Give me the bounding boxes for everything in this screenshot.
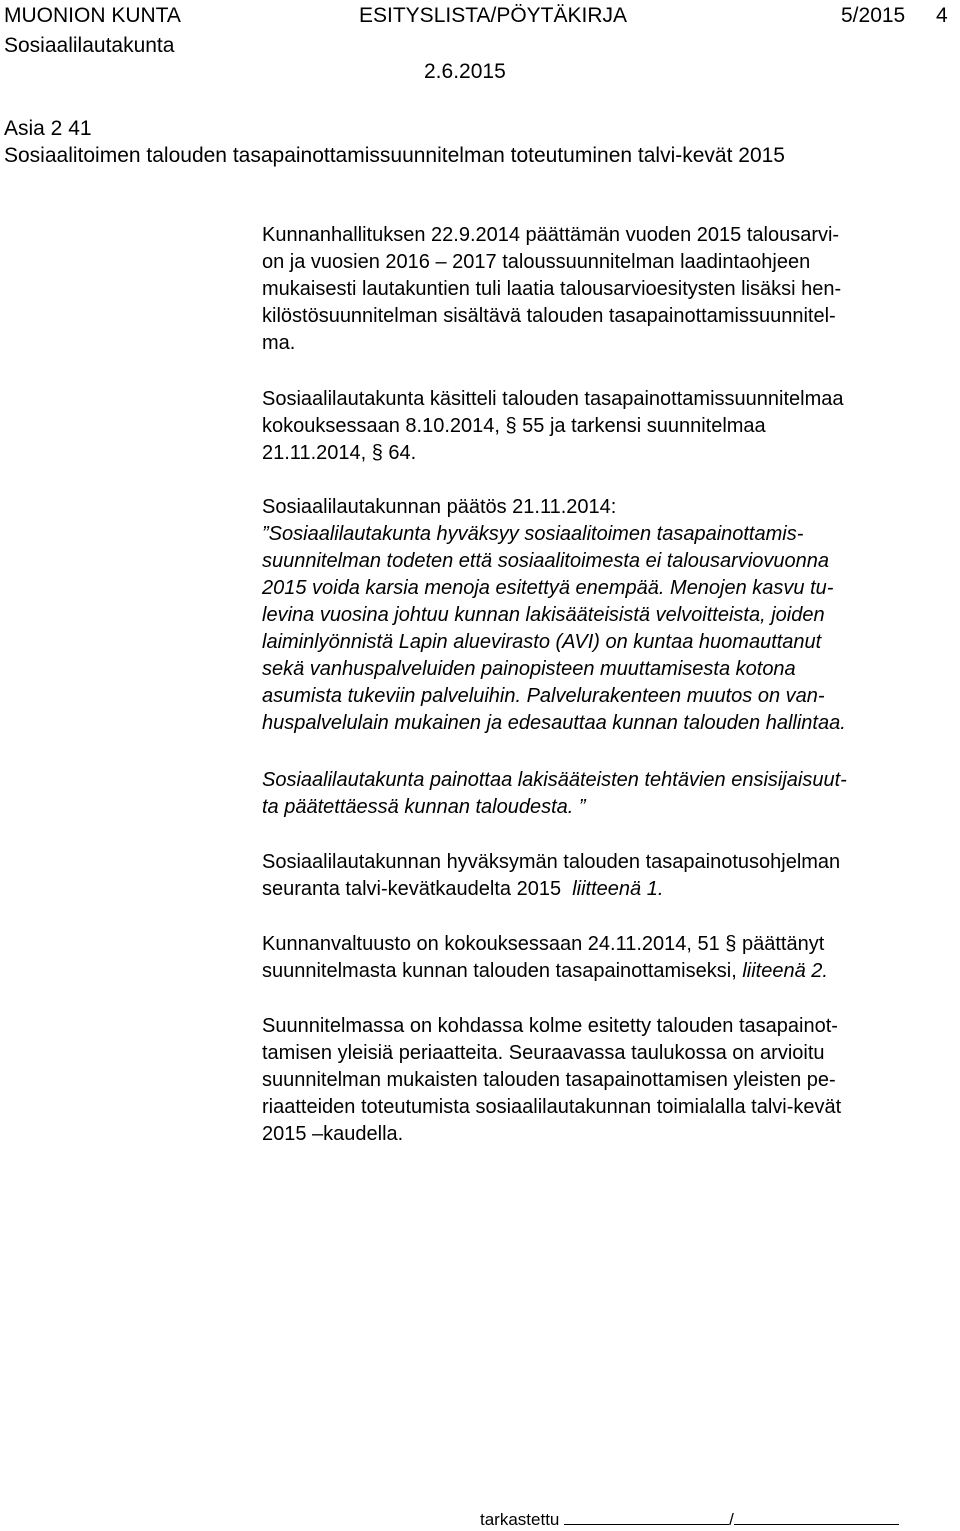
header-page-number: 4 <box>936 4 948 27</box>
text-span: seuranta talvi-kevätkaudelta 2015 <box>262 878 562 900</box>
text-line: ta päätettäessä kunnan taloudesta. ” <box>262 796 586 818</box>
signature-blank <box>564 1510 729 1525</box>
text-line: Sosiaalilautakunta käsitteli talouden tasapainottamissuunnitelmaa <box>262 388 844 410</box>
paragraph-council <box>262 931 960 985</box>
header-board: Sosiaalilautakunta <box>4 34 175 57</box>
text-line: Kunnanvaltuusto on kokouksessaan 24.11.2014, 51 § päättänyt <box>262 933 825 955</box>
text-line <box>262 876 960 903</box>
signature-blank <box>734 1510 899 1525</box>
paragraph-background <box>262 222 960 357</box>
text-line: 21.11.2014, § 64. <box>262 442 417 464</box>
footer-label: tarkastettu <box>480 1510 560 1529</box>
text-line <box>262 958 960 985</box>
text-line: 2015 –kaudella. <box>262 1123 404 1145</box>
paragraph-decision <box>262 494 960 737</box>
text-line: laiminlyönnistä Lapin aluevirasto (AVI) on kuntaa huomauttanut <box>262 631 822 653</box>
item-number: Asia 2 41 <box>4 117 92 140</box>
footer-separator: / <box>729 1510 734 1529</box>
text-line: ”Sosiaalilautakunta hyväksyy sosiaalitoimen tasapainottamis- <box>262 523 804 545</box>
paragraph-emphasis <box>262 767 960 821</box>
text-line: Suunnitelmassa on kohdassa kolme esitetty talouden tasapainot- <box>262 1015 838 1037</box>
text-line: sekä vanhuspalveluiden painopisteen muuttamisesta kotona <box>262 658 796 680</box>
item-title: Sosiaalitoimen talouden tasapainottamissuunnitelman toteutuminen talvi-kevät 2015 <box>4 144 785 167</box>
paragraph-principles <box>262 1013 960 1148</box>
paragraph-follow-up <box>262 849 960 903</box>
text-line: suunnitelman mukaisten talouden tasapainottamisen yleisten pe- <box>262 1069 836 1091</box>
header-date: 2.6.2015 <box>424 60 506 83</box>
text-line: on ja vuosien 2016 – 2017 taloussuunnitelman laadintaohjeen <box>262 251 811 273</box>
text-line: tamisen yleisiä periaatteita. Seuraavassa taulukossa on arvioitu <box>262 1042 825 1064</box>
text-line: huspalvelulain mukainen ja edesauttaa kunnan talouden hallintaa. <box>262 712 846 734</box>
text-line: mukaisesti lautakuntien tuli laatia talousarvioesitysten lisäksi hen- <box>262 278 842 300</box>
text-span: suunnitelmasta kunnan talouden tasapainottamiseksi, <box>262 960 737 982</box>
text-line: Sosiaalilautakunnan hyväksymän talouden tasapainotusohjelman <box>262 851 841 873</box>
text-line: riaatteiden toteutumista sosiaalilautakunnan toimialalla talvi-kevät <box>262 1096 842 1118</box>
text-line: suunnitelman todeten että sosiaalitoimesta ei talousarviovuonna <box>262 550 830 572</box>
text-line: kokouksessaan 8.10.2014, § 55 ja tarkensi suunnitelmaa <box>262 415 766 437</box>
footer-checked <box>480 1510 899 1530</box>
header-organization: MUONION KUNTA <box>4 4 181 27</box>
attachment-reference: liiteenä 2. <box>742 960 828 982</box>
text-line: Sosiaalilautakunta painottaa lakisääteisten tehtävien ensisijaisuut- <box>262 769 847 791</box>
text-line: levina vuosina johtuu kunnan lakisääteisistä velvoitteista, joiden <box>262 604 825 626</box>
attachment-reference: liitteenä 1. <box>572 878 664 900</box>
header-document-type: ESITYSLISTA/PÖYTÄKIRJA <box>359 4 628 27</box>
header-document-number: 5/2015 <box>841 4 906 27</box>
text-line: 2015 voida karsia menoja esitettyä enempää. Menojen kasvu tu- <box>262 577 834 599</box>
paragraph-processing <box>262 386 960 467</box>
text-line: Kunnanhallituksen 22.9.2014 päättämän vuoden 2015 talousarvi- <box>262 224 840 246</box>
text-line: ma. <box>262 332 296 354</box>
text-line: asumista tukeviin palveluihin. Palvelurakenteen muutos on van- <box>262 685 825 707</box>
decision-heading: Sosiaalilautakunnan päätös 21.11.2014: <box>262 496 617 518</box>
text-line: kilöstösuunnitelman sisältävä talouden tasapainottamissuunnitel- <box>262 305 836 327</box>
